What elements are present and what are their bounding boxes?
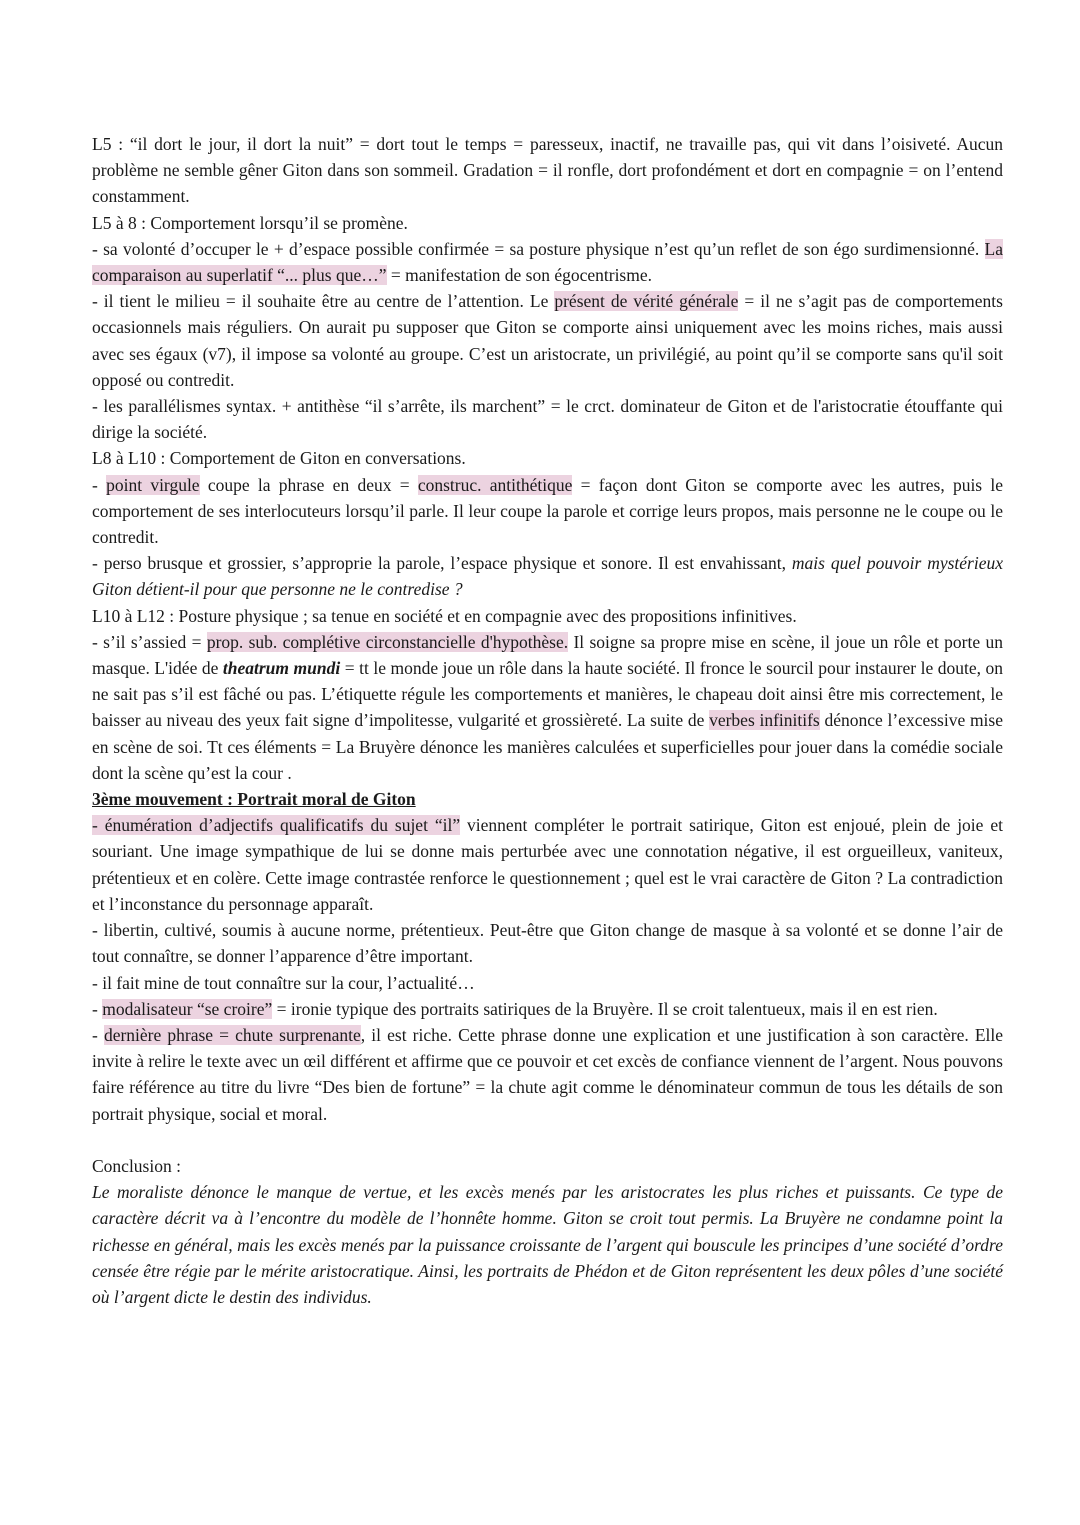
section-heading-3eme-mouvement (92, 786, 1003, 812)
bullet-l10-12-assied (92, 629, 1003, 786)
text-run: - sa volonté d’occuper le + d’espace possible confirmée = sa posture physique n’est qu’un reflet de son égo surdimensionné. (92, 238, 985, 259)
text-run: = ironie typique des portraits satiriques de la Bruyère. Il se croit talentueux, mais il en est rien. (272, 998, 938, 1019)
bullet-l8-10-perso-brusque (92, 550, 1003, 602)
text-run: = il ne s’agit pas de comportements occasionnels mais réguliers. On aurait pu supposer que Giton se comporte ainsi uniquement avec les moins riches, mais aussi avec ses égaux (v7), il impose sa volonté au groupe. C’est un aristocrate, un privilégié, au point qu’il se comporte sans qu'il soit opposé ou contredit. (92, 291, 1003, 390)
bullet-m3-enumeration (92, 812, 1003, 917)
text-run: Il soigne sa propre mise en scène, il joue un rôle et porte un masque. L'idée de (92, 631, 1003, 679)
heading-text: 3ème mouvement : Portrait moral de Giton (92, 789, 416, 810)
text-run: = façon dont Giton se comporte avec les autres, puis le comportement de ses interlocuteurs lorsqu’il parle. Il leur coupe la parole et corrige leurs propos, mais personne ne le coupe ou le contredit. (92, 474, 1004, 548)
highlight-modalisateur: modalisateur “se croire” (102, 998, 273, 1019)
text-run: , il est riche. Cette phrase donne une explication et une justification à son caractère. Elle invite à relire le texte avec un œil différent et affirme que ce pouvoir et cet excès de confiance viennent de l’argent. Nous pouvons faire référence au titre du livre “Des bien de fortune” = la chute agit comme le dénominateur commun de tous les détails de son portrait physique, social et moral. (92, 1024, 1004, 1124)
text-run: - (92, 1024, 104, 1045)
highlight-comparaison: La comparaison au superlatif “... plus que…” (92, 238, 1003, 286)
highlight-chute: dernière phrase = chute surprenante (103, 1024, 361, 1045)
bullet-m3-libertin: - libertin, cultivé, soumis à aucune norme, prétentieux. Peut-être que Giton change de masque à sa volonté et se donne l’air de tout connaître, se donner l’apparence d’être important. (92, 920, 1003, 967)
highlight-construc-antithetique: construc. antithétique (417, 474, 573, 495)
document-page (92, 131, 1003, 1310)
text-run: = manifestation de son égocentrisme. (386, 265, 652, 286)
text-run: coupe la phrase en deux = (199, 474, 418, 495)
italic-question: mais quel pouvoir mystérieux Giton détient-il pour que personne ne le contredise ? (92, 553, 1003, 600)
highlight-present-verite: présent de vérité générale (554, 291, 739, 312)
highlight-enumeration: - énumération d’adjectifs qualificatifs du sujet “il” (92, 815, 461, 836)
highlight-prop-sub: prop. sub. complétive circonstancielle d'hypothèse. (206, 631, 569, 652)
bullet-l5-8-milieu (92, 288, 1003, 393)
text-run: dénonce l’excessive mise en scène de soi. Tt ces éléments = La Bruyère dénonce les manières calculées et superficielles pour jouer dans la comédie sociale dont la scène qu’est la cour . (92, 710, 1003, 783)
text-run: - il tient le milieu = il souhaite être au centre de l’attention. Le (92, 291, 555, 312)
bullet-m3-fait-mine: - il fait mine de tout connaître sur la cour, l’actualité… (92, 972, 475, 993)
section-title-l5-8: L5 à 8 : Comportement lorsqu’il se promène. (92, 212, 408, 233)
section-title-l8-10: L8 à L10 : Comportement de Giton en conversations. (92, 448, 466, 469)
conclusion-title: Conclusion : (92, 1155, 181, 1176)
bold-italic-theatrum-mundi: theatrum mundi (222, 658, 341, 679)
text-run: - (92, 474, 107, 495)
bullet-m3-derniere-phrase (92, 1022, 1003, 1127)
bullet-l8-10-point-virgule (92, 472, 1003, 551)
highlight-verbes-infinitifs: verbes infinitifs (709, 710, 820, 731)
section-title-l10-12: L10 à L12 : Posture physique ; sa tenue en société et en compagnie avec des propositions infinitives. (92, 605, 797, 626)
highlight-point-virgule: point virgule (106, 474, 200, 495)
bullet-m3-modalisateur (92, 996, 1003, 1022)
bullet-l5-8-parallelismes: - les parallélismes syntax. + antithèse “il s’arrête, ils marchent” = le crct. dominateur de Giton et de l'aristocratie étouffante qui dirige la société. (92, 396, 1003, 443)
spacer (92, 1127, 1003, 1153)
paragraph-l5: L5 : “il dort le jour, il dort la nuit” = dort tout le temps = paresseux, inactif, ne travaille pas, qui vit dans l’oisiveté. Aucun problème ne semble gêner Giton dans son sommeil. Gradation = il ronfle, dort profondément et dort en compagnie = on l’entend constamment. (92, 134, 1003, 207)
bullet-l5-8-volonte (92, 236, 1003, 288)
text-run: viennent compléter le portrait satirique, Giton est enjoué, plein de joie et souriant. Une image sympathique de lui se donne mais perturbée avec une connotation négative, il est orgueilleux, vaniteux, prétentieux et en colère. Cette image contrastée renforce le questionnement ; quel est le vrai caractère de Giton ? La contradiction et l’inconstance du personnage apparaît. (92, 815, 1003, 914)
text-run: = tt le monde joue un rôle dans la haute société. Il fronce le sourcil pour instaurer le doute, on ne sait pas s’il est fâché ou pas. L’étiquette régule les comportements et manières, le chapeau doit ainsi être mis correctement, le baisser au niveau des yeux fait signe d’impolitesse, vulgarité et grossièreté. La suite de (92, 658, 1004, 731)
text-run: - (92, 998, 103, 1019)
text-run: - s’il s’assied = (92, 631, 207, 652)
conclusion-text: Le moraliste dénonce le manque de vertue, et les excès menés par les aristocrates les plus riches et puissants. Ce type de caractère décrit va à l’encontre du modèle de l’honnête homme. Giton se croit tout permis. La Bruyère ne condamne point la richesse en général, mais les excès menés par la puissance croissante de l’argent qui bouscule les principes d’une société d’ordre censée être régie par le mérite aristocratique. Ainsi, les portraits de Phédon et de Giton représentent les deux pôles d’une société où l’argent dicte le destin des individus. (92, 1182, 1003, 1307)
text-run: - perso brusque et grossier, s’approprie la parole, l’espace physique et sonore. Il est envahissant, (92, 553, 792, 574)
